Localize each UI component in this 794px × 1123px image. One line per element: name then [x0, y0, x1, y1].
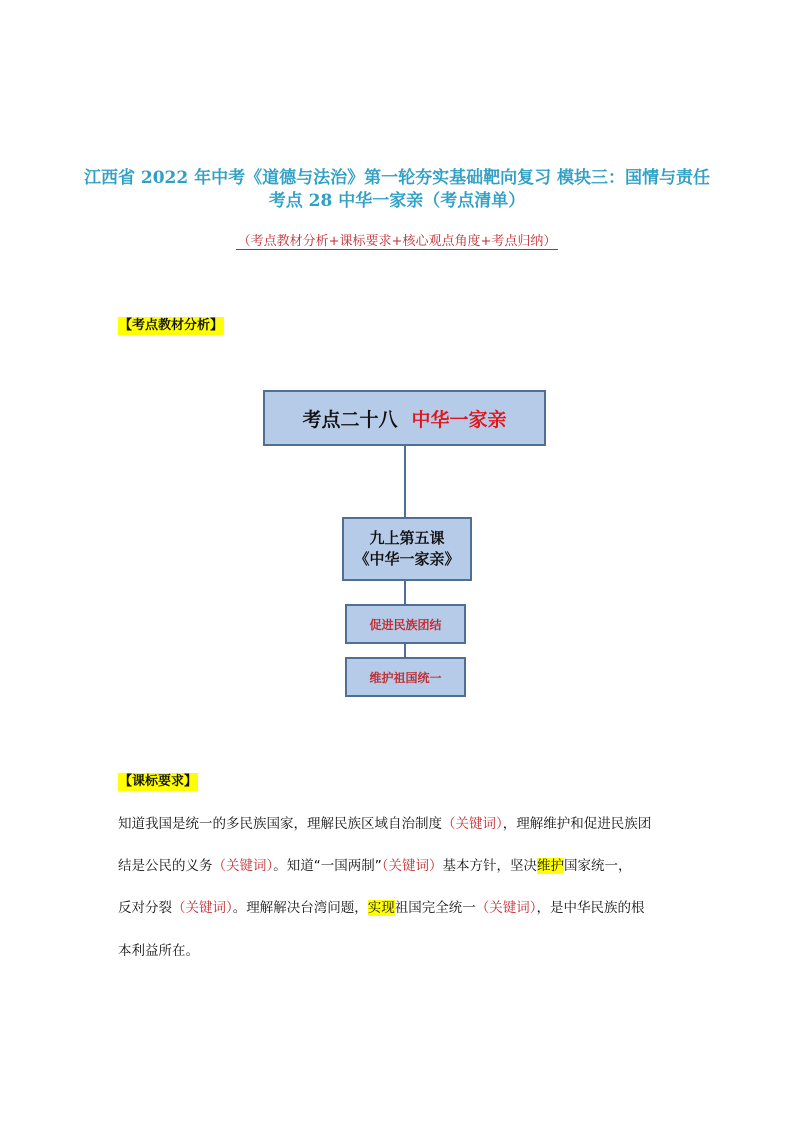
section-heading-standard: 【课标要求】: [119, 774, 198, 789]
text: ，理解维护和促进民族团: [502, 816, 652, 832]
highlighted-text: 实现: [367, 900, 395, 916]
text: 基本方针，坚决: [442, 858, 537, 874]
keyword-marker: （关键词）: [212, 858, 274, 874]
text: 祖国完全统一: [394, 900, 476, 916]
diagram-sub-node-unity: 促进民族团结: [345, 604, 466, 644]
keyword-marker: （关键词）: [172, 900, 233, 916]
connector-line: [404, 644, 406, 657]
diagram-sub-node-reunification: 维护祖国统一: [345, 657, 466, 697]
text: 。知道“一国两制”: [273, 858, 382, 874]
text: 国家统一，: [564, 858, 632, 874]
lesson-line1: 九上第五课: [369, 529, 445, 547]
highlighted-text: 维护: [537, 858, 564, 874]
document-title-line2: 考点 28 中华一家亲（考点清单）: [268, 191, 526, 211]
subtitle-text: （考点教材分析+课标要求+核心观点角度+考点归纳）: [237, 234, 557, 249]
keyword-marker: （关键词）: [442, 816, 503, 832]
text: 结是公民的义务: [118, 858, 213, 874]
section-heading-analysis: 【考点教材分析】: [119, 318, 224, 333]
lesson-line2: 《中华一家亲》: [354, 550, 460, 568]
root-prefix: 考点二十八: [302, 408, 398, 431]
standard-line-2: [118, 857, 698, 875]
text: ，是中华民族的根: [536, 900, 645, 916]
connector-line: [404, 581, 406, 604]
standard-line-1: [118, 815, 698, 833]
keyword-marker: （关键词）: [381, 858, 443, 874]
text: 。理解解决台湾问题，: [232, 900, 368, 916]
document-title-line1: 江西省 2022 年中考《道德与法治》第一轮夯实基础靶向复习 模块三：国情与责任: [83, 168, 711, 188]
root-topic: 中华一家亲: [411, 408, 507, 431]
text: 知道我国是统一的多民族国家，理解民族区域自治制度: [118, 816, 442, 832]
standard-line-4: 本利益所在。: [118, 943, 199, 959]
text: 反对分裂: [118, 900, 172, 916]
document-subtitle: [0, 233, 794, 251]
diagram-root-node: [263, 390, 546, 446]
diagram-lesson-node: [342, 517, 472, 581]
standard-line-3: [118, 899, 698, 917]
keyword-marker: （关键词）: [475, 900, 537, 916]
connector-line: [404, 446, 406, 517]
